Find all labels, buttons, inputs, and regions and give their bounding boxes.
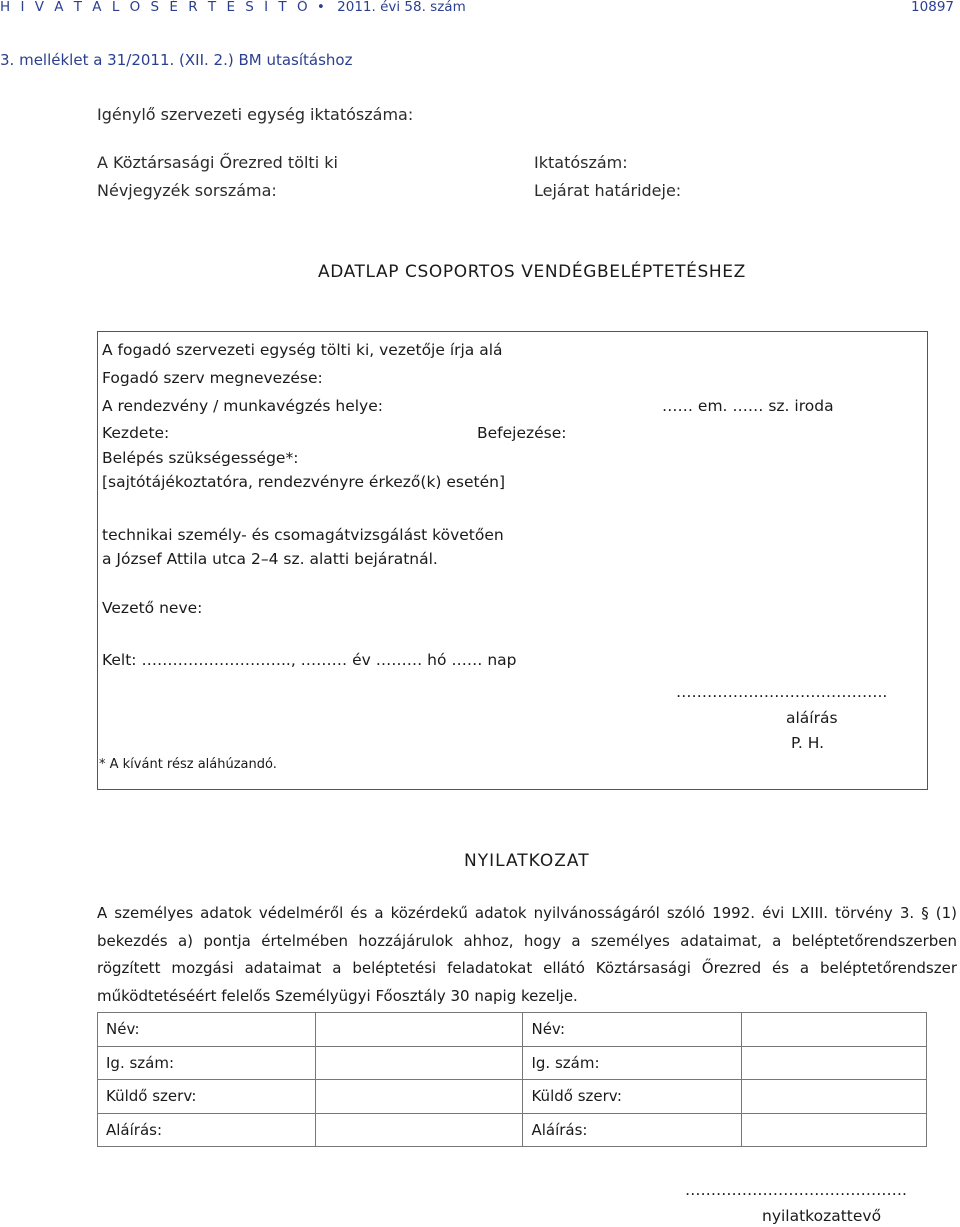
signature-label: aláírás	[786, 709, 838, 727]
leader-name-label: Vezető neve:	[102, 599, 203, 617]
signature-cell-right-value[interactable]	[742, 1046, 927, 1080]
signature-cell-left-value[interactable]	[315, 1046, 523, 1080]
check-line-1: technikai személy- és csomagátvizsgálást követően	[102, 526, 504, 544]
journal-header	[0, 0, 466, 15]
event-place-label: A rendezvény / munkavégzés helye:	[102, 397, 383, 415]
annex-title: 3. melléklet a 31/2011. (XII. 2.) BM utasításhoz	[0, 51, 353, 69]
declaration-title: NYILATKOZAT	[464, 851, 590, 871]
footnote: * A kívánt rész aláhúzandó.	[99, 757, 277, 772]
signature-cell-left-label: Név:	[98, 1013, 316, 1047]
requester-ref-label: Igénylő szervezeti egység iktatószáma:	[97, 105, 414, 124]
declaration-text: A személyes adatok védelméről és a közérdekű adatok nyilvánosságáról szóló 1992. évi LXIII. törvény 3. § (1) bekezdés a) pontja értelmében hozzájárulok ahhoz, hogy a személyes adataimat, a beléptetőrendszerben rögzített mozgási adataimat a beléptetési feladatokat ellátó Köztársasági Őrezred és a beléptetőrendszer működtetéséért felelős Személyügyi Főosztály 30 napig kezelje.	[97, 904, 957, 1005]
stamp-label: P. H.	[791, 734, 825, 752]
signature-cell-left-value[interactable]	[315, 1013, 523, 1047]
table-row	[98, 1046, 927, 1080]
host-name-label: Fogadó szerv megnevezése:	[102, 369, 323, 387]
signature-cell-right-value[interactable]	[742, 1013, 927, 1047]
signature-cell-left-label: Küldő szerv:	[98, 1080, 316, 1114]
date-line: Kelt: ……………………….., ……… év ……… hó …… nap	[102, 651, 517, 669]
table-row	[98, 1113, 927, 1147]
signature-cell-right-label: Ig. szám:	[523, 1046, 742, 1080]
host-fill-label: A fogadó szervezeti egység tölti ki, vezetője írja alá	[102, 341, 503, 359]
journal-title: H I V A T A L O S É R T E S Í T Ő	[0, 0, 311, 15]
signature-cell-right-value[interactable]	[742, 1080, 927, 1114]
signature-cell-left-label: Aláírás:	[98, 1113, 316, 1147]
start-label: Kezdete:	[102, 424, 170, 442]
page-number: 10897	[911, 0, 954, 15]
bullet: •	[316, 0, 325, 15]
table-row	[98, 1013, 927, 1047]
form-title: ADATLAP CSOPORTOS VENDÉGBELÉPTETÉSHEZ	[318, 262, 746, 282]
check-line-2: a József Attila utca 2–4 sz. alatti bejáratnál.	[102, 550, 438, 568]
signature-table	[97, 1012, 927, 1147]
signature-cell-right-value[interactable]	[742, 1113, 927, 1147]
room-field: …… em. …… sz. iroda	[662, 397, 834, 415]
list-number-label: Névjegyzék sorszáma:	[97, 181, 277, 200]
signature-cell-right-label: Név:	[523, 1013, 742, 1047]
declarant-label: nyilatkozattevő	[762, 1207, 882, 1225]
issue-info: 2011. évi 58. szám	[337, 0, 466, 15]
signature-cell-left-label: Ig. szám:	[98, 1046, 316, 1080]
signature-cell-right-label: Aláírás:	[523, 1113, 742, 1147]
signature-cell-left-value[interactable]	[315, 1113, 523, 1147]
police-fill-label: A Köztársasági Őrezred tölti ki	[97, 153, 338, 172]
table-row	[98, 1080, 927, 1114]
end-label: Befejezése:	[477, 424, 567, 442]
deadline-label: Lejárat határideje:	[534, 181, 682, 200]
entry-need-label: Belépés szükségessége*:	[102, 449, 299, 467]
registry-number-label: Iktatószám:	[534, 153, 628, 172]
entry-options: [sajtótájékoztatóra, rendezvényre érkező(k) esetén]	[102, 473, 506, 491]
signature-cell-right-label: Küldő szerv:	[523, 1080, 742, 1114]
signature-dots: …………………………………..	[676, 683, 888, 701]
signature-cell-left-value[interactable]	[315, 1080, 523, 1114]
declarant-dots: …………………………………….	[685, 1181, 907, 1199]
